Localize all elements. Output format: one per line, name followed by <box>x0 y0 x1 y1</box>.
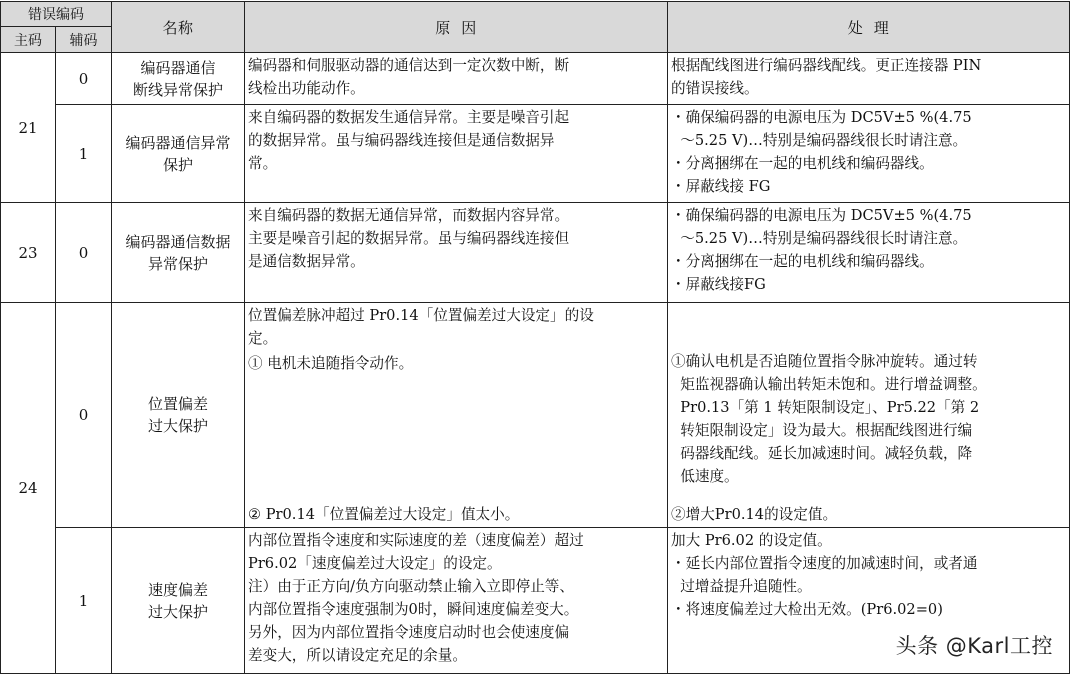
sub-code: 0 <box>56 303 112 528</box>
error-name: 编码器通信数据 异常保护 <box>112 203 245 303</box>
header-error-code: 错误编码 <box>1 2 112 27</box>
table-row <box>1 53 1070 105</box>
error-cause: 来自编码器的数据无通信异常，而数据内容异常。 主要是噪音引起的数据异常。虽与编码器线连接但 是通信数据异常。 <box>245 203 668 303</box>
error-name: 速度偏差 过大保护 <box>112 528 245 674</box>
table-row <box>1 203 1070 303</box>
error-action: 加大 Pr6.02 的设定值。 ・延长内部位置指令速度的加减速时间，或者通 过增益提升追随性。 ・将速度偏差过大检出无效。(Pr6.02=0) <box>668 528 1070 674</box>
table-row <box>1 105 1070 203</box>
header-sub-code: 辅码 <box>56 27 112 53</box>
cause-item-2: ② Pr0.14「位置偏差过大设定」值太小。 <box>248 506 520 523</box>
main-code-21: 21 <box>1 53 56 203</box>
error-cause: 内部位置指令速度和实际速度的差（速度偏差）超过 Pr6.02「速度偏差过大设定」的设定。 注）由于正方向/负方向驱动禁止输入立即停止等、 内部位置指令速度强制为0时，瞬间速度偏差变大。 另外，因为内部位置指令速度启动时也会使速度偏 差变大，所以请设定充足的余量。 <box>245 528 668 674</box>
sub-code: 1 <box>56 528 112 674</box>
error-cause: 来自编码器的数据发生通信异常。主要是噪音引起 的数据异常。虽与编码器线连接但是通信数据异 常。 <box>245 105 668 203</box>
main-code-24: 24 <box>1 303 56 674</box>
header-cause: 原 因 <box>245 2 668 53</box>
watermark: 头条 @Karl工控 <box>895 634 1053 658</box>
sub-code: 0 <box>56 203 112 303</box>
error-name: 编码器通信异常 保护 <box>112 105 245 203</box>
header-action: 处 理 <box>668 2 1070 53</box>
table-row <box>1 303 1070 528</box>
action-item-2: ②增大Pr0.14的设定值。 <box>671 506 838 523</box>
error-action: ・确保编码器的电源电压为 DC5V±5 %(4.75 ～5.25 V)…特别是编码器线很长时请注意。 ・分离捆绑在一起的电机线和编码器线。 ・屏蔽线接FG <box>668 203 1070 303</box>
header-name: 名称 <box>112 2 245 53</box>
main-code-23: 23 <box>1 203 56 303</box>
error-cause: 编码器和伺服驱动器的通信达到一定次数中断，断 线检出功能动作。 <box>245 53 668 105</box>
error-cause: 位置偏差脉冲超过 Pr0.14「位置偏差过大设定」的设 定。 ① 电机未追随指令动作。 ② Pr0.14「位置偏差过大设定」值太小。 <box>245 303 668 528</box>
sub-code: 1 <box>56 105 112 203</box>
error-action: ①确认电机是否追随位置指令脉冲旋转。通过转 矩监视器确认输出转矩未饱和。进行增益调整。 Pr0.13「第 1 转矩限制设定」、Pr5.22「第 2 转矩限制设定」设为最大。根据配线图进行编 码器线配线。延长加减速时间。减轻负载，降 低速度。 ②增大Pr0.14的设定值。 <box>668 303 1070 528</box>
error-action: 根据配线图进行编码器线配线。更正连接器 PIN 的错误接线。 <box>668 53 1070 105</box>
header-main-code: 主码 <box>1 27 56 53</box>
error-name: 编码器通信 断线异常保护 <box>112 53 245 105</box>
error-action: ・确保编码器的电源电压为 DC5V±5 %(4.75 ～5.25 V)…特别是编码器线很长时请注意。 ・分离捆绑在一起的电机线和编码器线。 ・屏蔽线接 FG <box>668 105 1070 203</box>
error-name: 位置偏差 过大保护 <box>112 303 245 528</box>
error-code-table <box>0 1 1070 674</box>
sub-code: 0 <box>56 53 112 105</box>
